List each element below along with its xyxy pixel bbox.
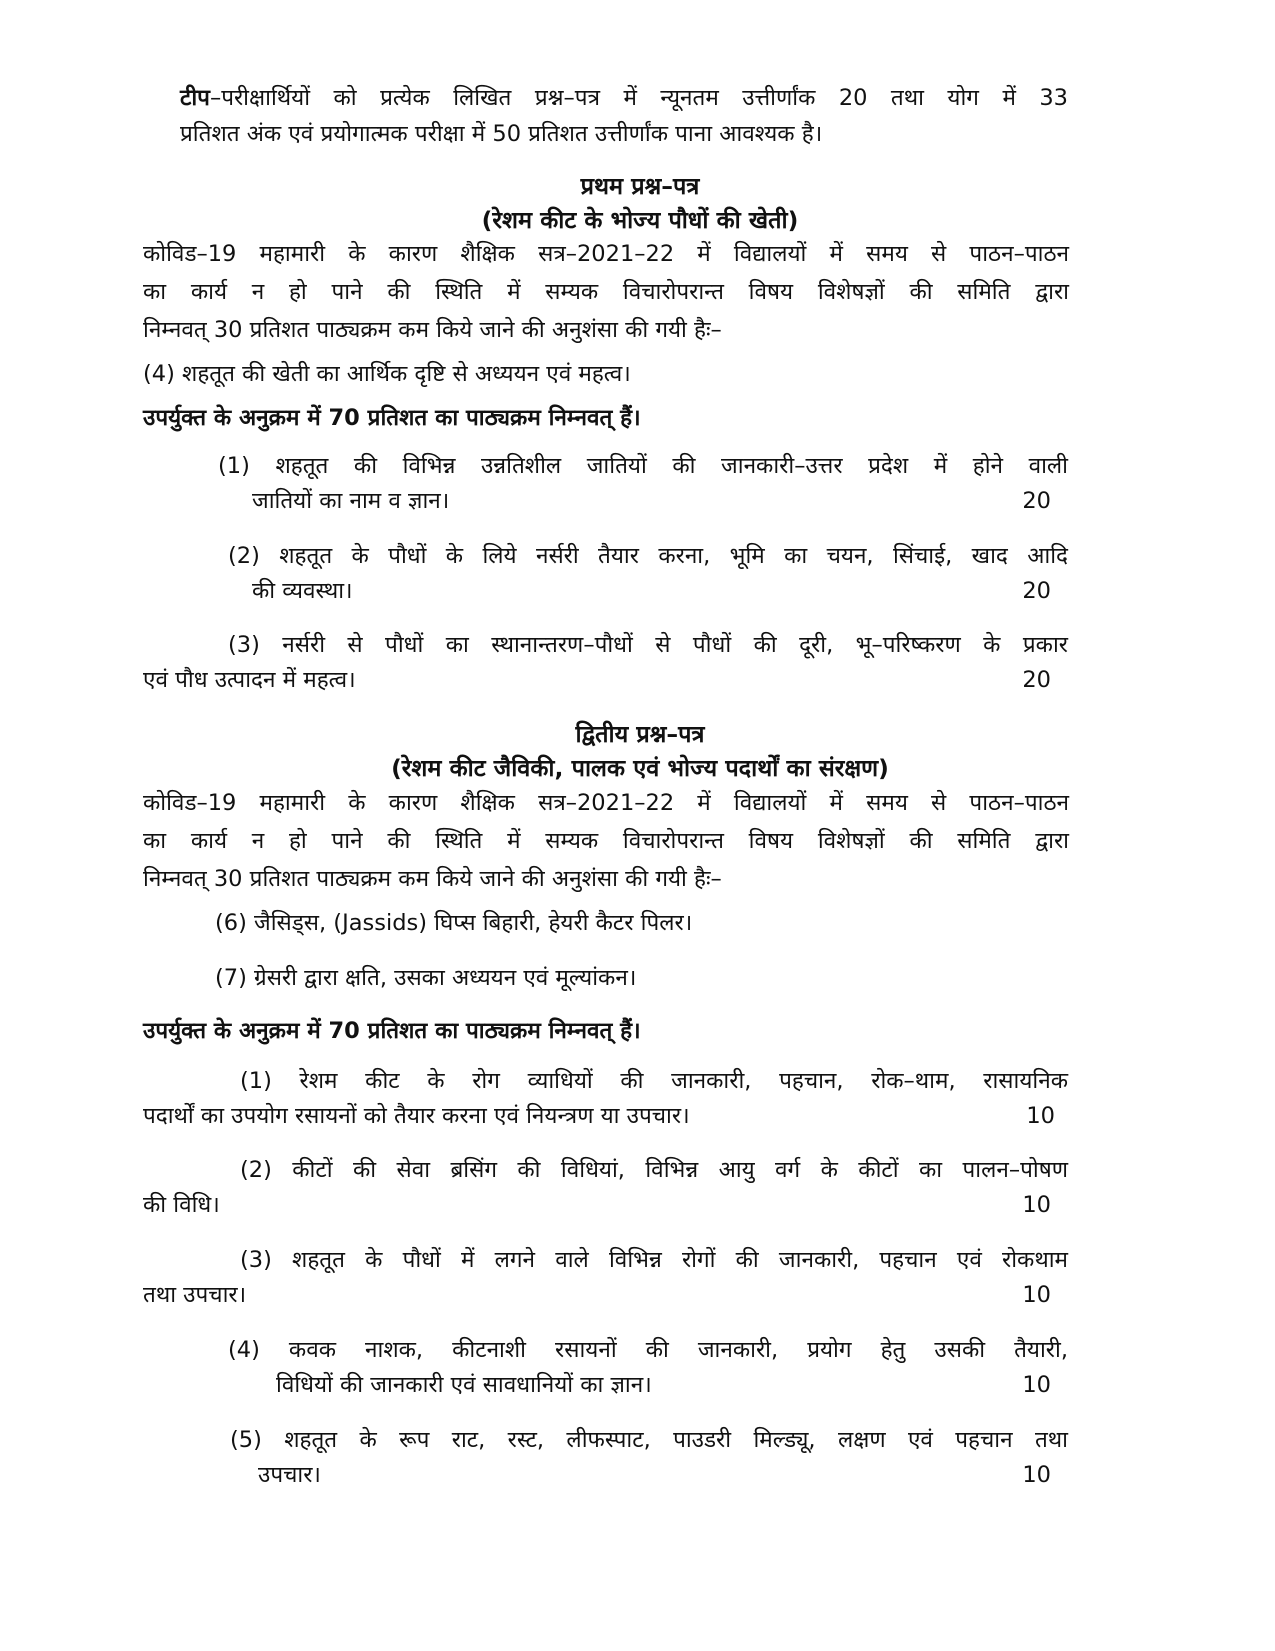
paper1-removed-item: (4) शहतूत की खेती का आर्थिक दृष्टि से अध्ययन एवं महत्व। bbox=[143, 361, 631, 387]
paper2-item-1-line-2: पदार्थों का उपयोग रसायनों को तैयार करना एवं नियन्त्रण या उपचार। bbox=[143, 1103, 690, 1129]
paper1-item-1-line-2: जातियों का नाम व ज्ञान। bbox=[252, 488, 450, 514]
paper1-heading: प्रथम प्रश्न–पत्र bbox=[580, 172, 700, 200]
paper2-item-4-line-2: विधियों की जानकारी एवं सावधानियों का ज्ञान। bbox=[276, 1372, 652, 1398]
paper2-item-3-marks: 10 bbox=[1022, 1282, 1051, 1308]
paper2-item-2-line-2: की विधि। bbox=[143, 1192, 220, 1218]
paper1-item-3-line-2: एवं पौध उत्पादन में महत्व। bbox=[143, 667, 356, 693]
paper2-item-1-line-1: (1) रेशम कीट के रोग व्याधियों की जानकारी, पहचान, रोक–थाम, रासायनिक bbox=[240, 1068, 1068, 1094]
paper1-item-2-line-2: की व्यवस्था। bbox=[252, 578, 353, 604]
note-line-1 bbox=[180, 80, 1068, 116]
paper1-item-2-marks: 20 bbox=[1022, 578, 1051, 604]
paper2-removed-item-6: (6) जैसिड्स, (Jassids) घिप्स बिहारी, हेयरी कैटर पिलर। bbox=[215, 910, 693, 936]
paper2-covid-line-2: का कार्य न हो पाने की स्थिति में सम्यक विचारोपरान्त विषय विशेषज्ञों की समिति द्वारा bbox=[143, 828, 1069, 854]
paper1-item-1-line-1: (1) शहतूत की विभिन्न उन्नतिशील जातियों की जानकारी–उत्तर प्रदेश में होने वाली bbox=[218, 453, 1068, 479]
note-text: –परीक्षार्थियों को प्रत्येक लिखित प्रश्न–पत्र में न्यूनतम उत्तीर्णांक 20 तथा योग में 33 bbox=[209, 85, 1068, 111]
paper2-removed-item-7: (7) ग्रेसरी द्वारा क्षति, उसका अध्ययन एवं मूल्यांकन। bbox=[215, 965, 637, 991]
paper1-item-3-marks: 20 bbox=[1022, 667, 1051, 693]
paper2-covid-line-1: कोविड–19 महामारी के कारण शैक्षिक सत्र–2021–22 में विद्यालयों में समय से पाठन–पाठन bbox=[143, 790, 1069, 816]
paper2-item-3-line-2: तथा उपचार। bbox=[143, 1282, 247, 1308]
paper2-item-5-line-1: (5) शहतूत के रूप राट, रस्ट, लीफस्पाट, पाउडरी मिल्ड्यू, लक्षण एवं पहचान तथा bbox=[230, 1427, 1068, 1453]
paper2-item-5-line-2: उपचार। bbox=[258, 1462, 321, 1488]
paper2-covid-line-3: निम्नवत् 30 प्रतिशत पाठ्यक्रम कम किये जाने की अनुशंसा की गयी हैः– bbox=[143, 866, 722, 892]
paper1-seventy-heading: उपर्युक्त के अनुक्रम में 70 प्रतिशत का पाठ्यक्रम निम्नवत् हैं। bbox=[143, 405, 641, 431]
paper2-item-2-marks: 10 bbox=[1022, 1192, 1051, 1218]
note-label: टीप bbox=[180, 85, 210, 111]
paper2-item-3-line-1: (3) शहतूत के पौधों में लगने वाले विभिन्न रोगों की जानकारी, पहचान एवं रोकथाम bbox=[240, 1247, 1068, 1273]
paper2-item-1-marks: 10 bbox=[1026, 1103, 1055, 1129]
note-line-2: प्रतिशत अंक एवं प्रयोगात्मक परीक्षा में 50 प्रतिशत उत्तीर्णांक पाना आवश्यक है। bbox=[180, 121, 823, 147]
paper1-covid-line-1: कोविड–19 महामारी के कारण शैक्षिक सत्र–2021–22 में विद्यालयों में समय से पाठन–पाठन bbox=[143, 241, 1069, 267]
paper2-seventy-heading: उपर्युक्त के अनुक्रम में 70 प्रतिशत का पाठ्यक्रम निम्नवत् हैं। bbox=[143, 1018, 641, 1044]
paper1-item-2-line-1: (2) शहतूत के पौधों के लिये नर्सरी तैयार करना, भूमि का चयन, सिंचाई, खाद आदि bbox=[228, 543, 1068, 569]
paper2-item-5-marks: 10 bbox=[1022, 1462, 1051, 1488]
paper1-item-3-line-1: (3) नर्सरी से पौधों का स्थानान्तरण–पौधों से पौधों की दूरी, भू–परिष्करण के प्रकार bbox=[228, 632, 1068, 658]
paper1-subheading: (रेशम कीट के भोज्य पौधों की खेती) bbox=[481, 206, 799, 234]
paper2-item-2-line-1: (2) कीटों की सेवा ब्रसिंग की विधियां, विभिन्न आयु वर्ग के कीटों का पालन–पोषण bbox=[240, 1157, 1068, 1183]
paper2-subheading: (रेशम कीट जैविकी, पालक एवं भोज्य पदार्थों का संरक्षण) bbox=[391, 754, 889, 782]
paper2-heading: द्वितीय प्रश्न–पत्र bbox=[575, 720, 705, 748]
paper1-item-1-marks: 20 bbox=[1022, 488, 1051, 514]
paper1-covid-line-2: का कार्य न हो पाने की स्थिति में सम्यक विचारोपरान्त विषय विशेषज्ञों की समिति द्वारा bbox=[143, 279, 1069, 305]
paper1-covid-line-3: निम्नवत् 30 प्रतिशत पाठ्यक्रम कम किये जाने की अनुशंसा की गयी हैः– bbox=[143, 317, 722, 343]
paper2-item-4-line-1: (4) कवक नाशक, कीटनाशी रसायनों की जानकारी, प्रयोग हेतु उसकी तैयारी, bbox=[228, 1337, 1068, 1363]
paper2-item-4-marks: 10 bbox=[1022, 1372, 1051, 1398]
